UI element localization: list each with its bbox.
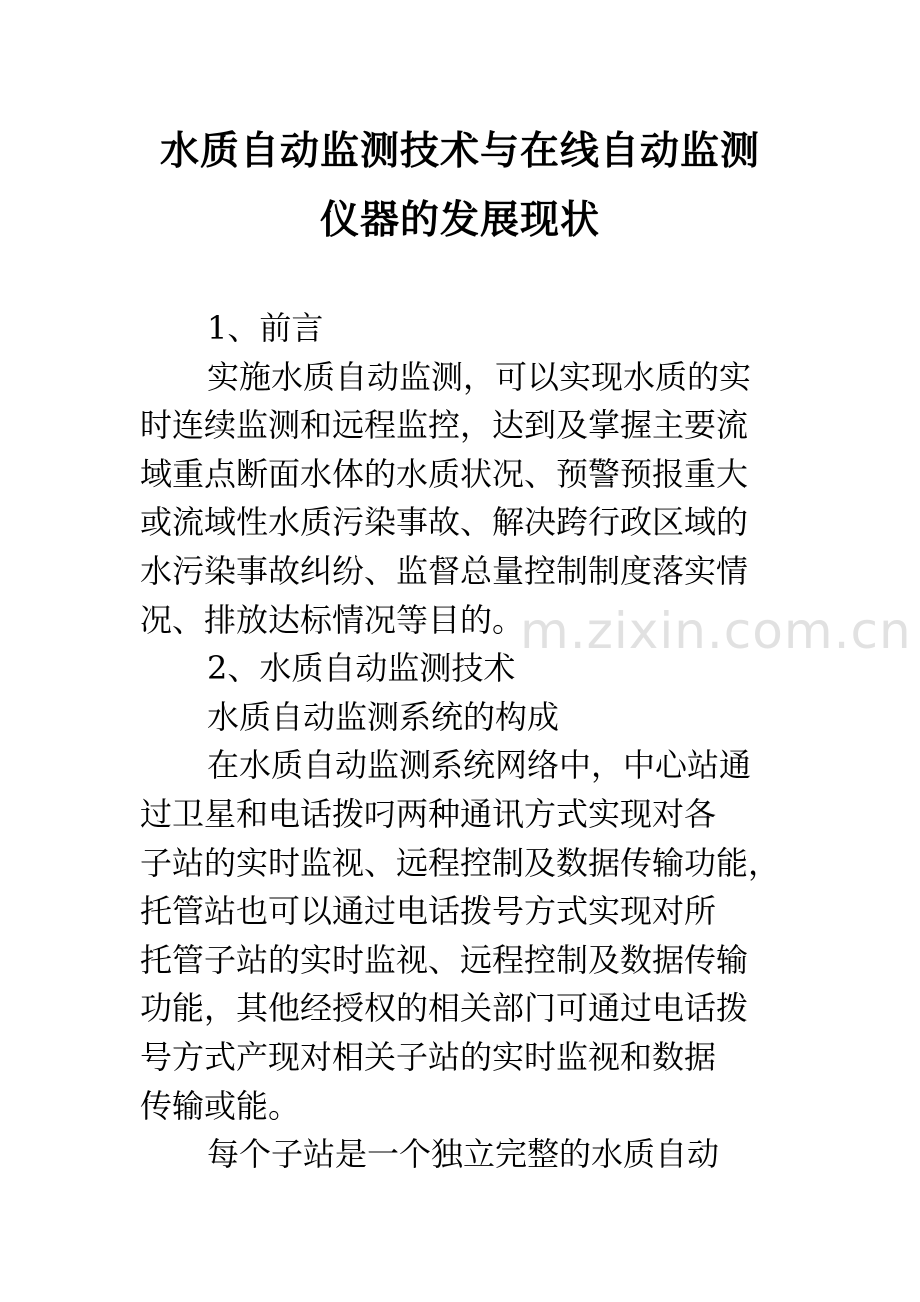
paragraph-line: 每个子站是一个独立完整的水质自动 (207, 1135, 720, 1174)
watermark: m.zixin.com.cn (520, 602, 912, 660)
paragraph-line: 水污染事故纠纷、监督总量控制制度落实情 (140, 551, 749, 590)
subsection-heading: 水质自动监测系统的构成 (207, 697, 560, 736)
paragraph-line: 域重点断面水体的水质状况、预警预报重大 (140, 454, 749, 493)
document-title-line-2: 仪器的发展现状 (319, 198, 600, 243)
paragraph-line: 在水质自动监测系统网络中，中心站通 (207, 746, 752, 785)
paragraph-line: 过卫星和电话拨叼两种通讯方式实现对各 (140, 794, 717, 833)
document-body (140, 304, 785, 1179)
paragraph-line: 子站的实时监视、远程控制及数据传输功能， (140, 843, 781, 882)
paragraph-line: 实施水质自动监测，可以实现水质的实 (207, 357, 752, 396)
section-heading-technology: 2、水质自动监测技术 (207, 649, 516, 688)
paragraph-line: 托管子站的实时监视、远程控制及数据传输 (140, 940, 749, 979)
section-heading-preface: 1、前言 (207, 309, 324, 347)
document-title-line-1: 水质自动监测技术与在线自动监测 (159, 129, 760, 174)
paragraph-line: 或流域性水质污染事故、解决跨行政区域的 (140, 503, 749, 542)
paragraph-line: 传输或能。 (140, 1086, 301, 1125)
paragraph-line: 号方式产现对相关子站的实时监视和数据 (140, 1037, 717, 1076)
paragraph-line: 况、排放达标情况等目的。 (140, 600, 525, 639)
paragraph-line: 托管站也可以通过电话拨号方式实现对所 (140, 892, 717, 931)
paragraph-line: 功能，其他经授权的相关部门可通过电话拨 (140, 989, 749, 1028)
paragraph-line: 时连续监测和远程监控，达到及掌握主要流 (140, 406, 749, 445)
